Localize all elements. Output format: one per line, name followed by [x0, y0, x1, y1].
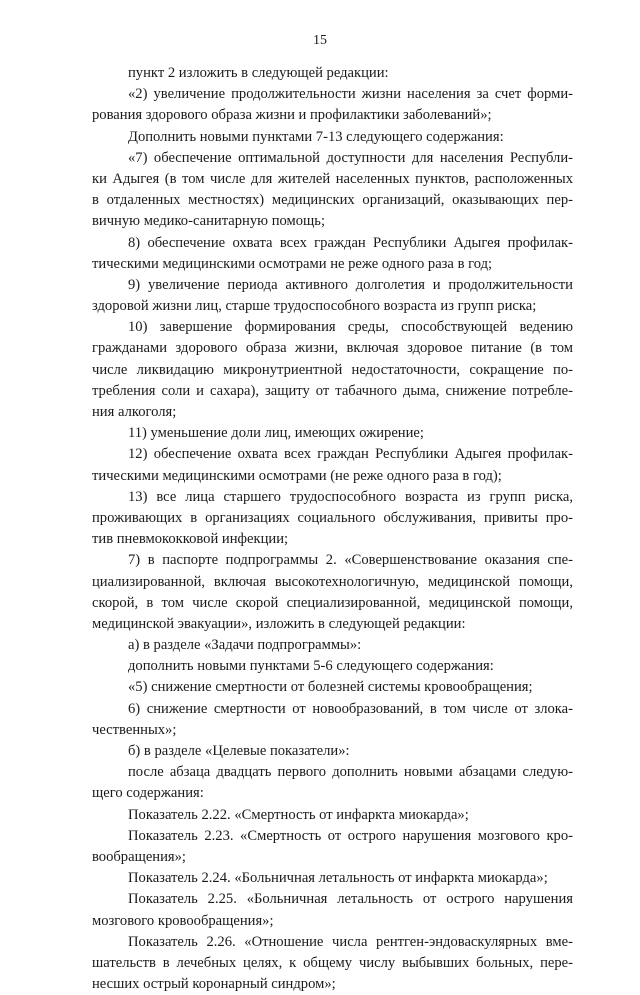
text-line: шательств в лечебных целях, к общему числу выбывших больных, пере-: [92, 954, 573, 971]
text-line: числе ликвидацию микронутриентной недостаточности, сокращение по-: [92, 361, 573, 378]
text-line: 8) обеспечение охвата всех граждан Республики Адыгея профилак-: [128, 234, 573, 251]
text-line: «5) снижение смертности от болезней системы кровообращения;: [128, 679, 533, 696]
text-line: тив пневмококковой инфекции;: [92, 531, 289, 548]
text-line: 13) все лица старшего трудоспособного возраста из групп риска,: [128, 488, 573, 505]
text-line: дополнить новыми пунктами 5-6 следующего содержания:: [128, 658, 494, 675]
text-line: мозгового кровообращения»;: [92, 912, 274, 929]
text-line: ки Адыгея (в том числе для жителей населенных пунктов, расположенных: [92, 170, 573, 187]
text-line: рования здорового образа жизни и профилактики заболеваний»;: [92, 107, 492, 124]
text-line: проживающих в организациях социального обслуживания, привиты про-: [92, 509, 573, 526]
text-line: а) в разделе «Задачи подпрограммы»:: [128, 637, 362, 654]
text-line: Показатель 2.22. «Смертность от инфаркта миокарда»;: [128, 806, 469, 823]
text-line: тическими медицинскими осмотрами (не реже одного раза в год);: [92, 467, 502, 484]
text-line: щего содержания:: [92, 785, 204, 802]
text-line: Показатель 2.26. «Отношение числа рентген-эндоваскулярных вме-: [128, 933, 573, 950]
document-body: [92, 63, 573, 995]
text-line: ния алкоголя;: [92, 404, 177, 420]
text-line: пункт 2 изложить в следующей редакции:: [128, 65, 389, 81]
text-line: требления соли и сахара), защиту от табачного дыма, снижение потребле-: [92, 382, 573, 399]
text-line: 10) завершение формирования среды, способствующей ведению: [128, 319, 573, 336]
text-line: «7) обеспечение оптимальной доступности для населения Республи-: [128, 149, 573, 166]
text-line: Показатель 2.23. «Смертность от острого нарушения мозгового кро-: [128, 827, 573, 844]
text-line: Дополнить новыми пунктами 7-13 следующего содержания:: [128, 128, 504, 145]
page-number: 15: [313, 33, 327, 48]
text-line: 7) в паспорте подпрограммы 2. «Совершенствование оказания спе-: [128, 552, 573, 569]
text-line: 6) снижение смертности от новообразований, в том числе от злока-: [128, 700, 573, 717]
text-line: скорой, в том числе скорой специализированной, медицинской помощи,: [92, 594, 573, 611]
text-line: циализированной, включая высокотехнологичную, медицинской помощи,: [92, 573, 573, 590]
text-line: вичную медико-санитарную помощь;: [92, 213, 326, 230]
text-line: вообращения»;: [92, 848, 186, 865]
text-line: 9) увеличение периода активного долголетия и продолжительности: [128, 276, 573, 293]
text-line: б) в разделе «Целевые показатели»:: [128, 743, 350, 759]
text-line: здоровой жизни лиц, старше трудоспособного возраста из групп риска;: [92, 298, 537, 315]
text-line: после абзаца двадцать первого дополнить новыми абзацами следую-: [128, 764, 573, 781]
text-line: 11) уменьшение доли лиц, имеющих ожирение;: [128, 425, 424, 442]
text-line: гражданами здорового образа жизни, включая здоровое питание (в том: [92, 340, 573, 357]
text-line: 12) обеспечение охвата всех граждан Республики Адыгея профилак-: [128, 446, 573, 463]
text-line: Показатель 2.25. «Больничная летальность от острого нарушения: [128, 891, 573, 908]
text-line: чественных»;: [92, 721, 177, 738]
text-line: несших острый коронарный синдром»;: [92, 976, 336, 993]
text-line: в отдаленных местностях) медицинских организаций, оказывающих пер-: [92, 192, 573, 209]
text-line: Показатель 2.24. «Больничная летальность от инфаркта миокарда»;: [128, 870, 548, 887]
text-line: тическими медицинскими осмотрами не реже одного раза в год;: [92, 255, 493, 272]
text-line: медицинской эвакуации», изложить в следующей редакции:: [92, 615, 466, 632]
text-line: «2) увеличение продолжительности жизни населения за счет форми-: [128, 86, 573, 103]
